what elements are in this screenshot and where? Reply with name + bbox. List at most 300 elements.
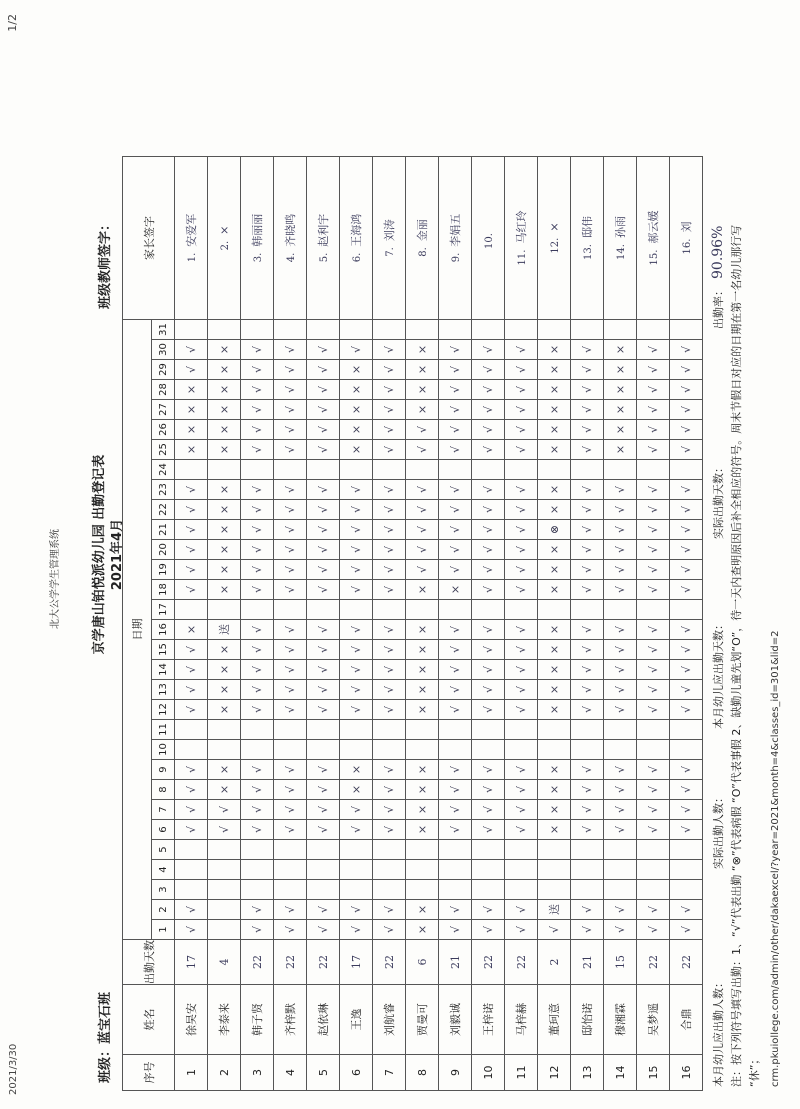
attendance-mark: √	[274, 480, 307, 500]
day-header: 27	[152, 400, 175, 420]
attendance-mark	[472, 840, 505, 860]
attendance-mark	[472, 320, 505, 340]
attendance-mark: ×	[208, 480, 241, 500]
attendance-mark: √	[670, 400, 703, 420]
parent-signature	[406, 157, 439, 320]
parent-signature	[241, 157, 274, 320]
attendance-mark: √	[175, 500, 208, 520]
attendance-mark	[340, 880, 373, 900]
attendance-mark	[439, 860, 472, 880]
attendance-mark: √	[604, 520, 637, 540]
attendance-mark	[340, 860, 373, 880]
attendance-mark: √	[604, 700, 637, 720]
day-header: 23	[152, 480, 175, 500]
parent-signature	[604, 157, 637, 320]
attendance-mark: √	[604, 780, 637, 800]
row-seq: 13	[571, 1055, 604, 1091]
attendance-mark	[373, 880, 406, 900]
attendance-mark	[604, 600, 637, 620]
header-sign: 家长签字	[123, 157, 175, 320]
attendance-mark: √	[505, 480, 538, 500]
row-name: 邸怡诺	[571, 985, 604, 1055]
attendance-mark: √	[637, 800, 670, 820]
attendance-mark: √	[241, 820, 274, 840]
attendance-mark: √	[571, 500, 604, 520]
attendance-mark: √	[637, 680, 670, 700]
attendance-mark: √	[472, 500, 505, 520]
attendance-mark: √	[373, 360, 406, 380]
attendance-mark: ×	[175, 400, 208, 420]
attendance-mark: √	[241, 580, 274, 600]
row-seq: 1	[175, 1055, 208, 1091]
attendance-mark: ×	[406, 680, 439, 700]
attendance-mark	[241, 720, 274, 740]
row-name: 董珂意	[538, 985, 571, 1055]
attendance-mark: √	[340, 520, 373, 540]
attendance-mark: ⊗	[538, 520, 571, 540]
attendance-mark: √	[472, 340, 505, 360]
table-row	[538, 157, 571, 1091]
attendance-mark	[208, 740, 241, 760]
attendance-mark: √	[439, 420, 472, 440]
attendance-mark	[472, 720, 505, 740]
attendance-mark	[670, 720, 703, 740]
attendance-mark: √	[571, 480, 604, 500]
attendance-mark	[175, 840, 208, 860]
attendance-mark: √	[307, 900, 340, 920]
legend-note-cont: “休”；	[748, 1053, 761, 1087]
attendance-mark: √	[472, 380, 505, 400]
day-header: 22	[152, 500, 175, 520]
day-header: 21	[152, 520, 175, 540]
attendance-mark: √	[472, 560, 505, 580]
attendance-mark: √	[670, 800, 703, 820]
attendance-mark	[340, 840, 373, 860]
parent-signature	[175, 157, 208, 320]
attendance-mark: √	[505, 440, 538, 460]
attendance-mark: √	[472, 480, 505, 500]
attendance-mark: √	[208, 800, 241, 820]
attendance-mark: √	[472, 400, 505, 420]
attendance-mark: √	[637, 340, 670, 360]
attendance-mark	[571, 600, 604, 620]
attendance-mark: √	[538, 920, 571, 940]
attendance-mark: √	[604, 900, 637, 920]
attendance-mark: √	[670, 900, 703, 920]
attendance-mark: √	[340, 660, 373, 680]
actual-days-label: 实际出勤天数：	[712, 462, 725, 539]
attendance-mark: √	[406, 440, 439, 460]
attendance-mark: √	[307, 620, 340, 640]
day-header: 2	[152, 900, 175, 920]
signature-index: 11.	[517, 249, 528, 266]
attendance-mark: √	[175, 800, 208, 820]
attendance-mark: √	[571, 580, 604, 600]
day-header: 8	[152, 780, 175, 800]
attendance-mark	[472, 460, 505, 480]
attendance-mark: √	[307, 660, 340, 680]
day-header: 1	[152, 920, 175, 940]
attendance-mark: √	[505, 360, 538, 380]
attendance-mark: √	[637, 560, 670, 580]
attendance-mark: ×	[538, 340, 571, 360]
attendance-mark: √	[505, 920, 538, 940]
attendance-mark: √	[274, 660, 307, 680]
attendance-mark: √	[175, 360, 208, 380]
attendance-mark: √	[571, 760, 604, 780]
attendance-mark	[571, 460, 604, 480]
teacher-sign-label: 班级教师签字：	[98, 217, 113, 309]
attendance-mark: √	[307, 800, 340, 820]
attendance-mark	[604, 740, 637, 760]
signature-text: 金丽	[416, 219, 429, 242]
attendance-mark: √	[604, 800, 637, 820]
attendance-mark: √	[373, 920, 406, 940]
row-name: 王逸	[340, 985, 373, 1055]
attendance-mark	[307, 860, 340, 880]
day-header: 12	[152, 700, 175, 720]
row-total: 22	[274, 940, 307, 985]
attendance-mark: √	[670, 820, 703, 840]
attendance-mark: √	[274, 520, 307, 540]
attendance-mark: √	[439, 340, 472, 360]
attendance-mark: √	[637, 520, 670, 540]
day-header: 13	[152, 680, 175, 700]
attendance-mark	[406, 460, 439, 480]
table-row	[340, 157, 373, 1091]
attendance-mark: √	[340, 640, 373, 660]
attendance-mark: √	[637, 540, 670, 560]
expected-days-label: 本月幼儿应出勤天数：	[712, 619, 725, 729]
day-header: 15	[152, 640, 175, 660]
attendance-mark	[307, 720, 340, 740]
day-header: 28	[152, 380, 175, 400]
attendance-mark: √	[373, 620, 406, 640]
attendance-mark: √	[571, 380, 604, 400]
attendance-mark: √	[307, 760, 340, 780]
attendance-mark: √	[472, 760, 505, 780]
attendance-mark: √	[604, 820, 637, 840]
attendance-mark: √	[307, 680, 340, 700]
row-name: 齐梓默	[274, 985, 307, 1055]
attendance-mark: ×	[340, 400, 373, 420]
signature-text: 韩丽丽	[251, 213, 264, 247]
attendance-mark: √	[604, 500, 637, 520]
day-header: 16	[152, 620, 175, 640]
table-row	[241, 157, 274, 1091]
attendance-mark: √	[670, 660, 703, 680]
attendance-mark: 送	[538, 900, 571, 920]
attendance-mark: √	[373, 780, 406, 800]
attendance-mark: √	[208, 820, 241, 840]
attendance-mark	[373, 860, 406, 880]
attendance-mark	[406, 840, 439, 860]
attendance-mark: ×	[538, 420, 571, 440]
attendance-mark: ×	[604, 360, 637, 380]
attendance-mark	[637, 880, 670, 900]
attendance-mark: √	[505, 700, 538, 720]
actual-count-label: 实际出勤人数：	[712, 792, 725, 869]
attendance-mark: ×	[538, 620, 571, 640]
attendance-mark: √	[175, 680, 208, 700]
attendance-mark: √	[241, 480, 274, 500]
parent-signature	[538, 157, 571, 320]
attendance-mark: ×	[208, 520, 241, 540]
attendance-mark: √	[340, 500, 373, 520]
attendance-mark: √	[241, 340, 274, 360]
attendance-mark: √	[274, 540, 307, 560]
attendance-mark	[571, 320, 604, 340]
attendance-mark: ×	[175, 380, 208, 400]
attendance-mark	[241, 860, 274, 880]
attendance-mark	[637, 840, 670, 860]
attendance-mark	[307, 840, 340, 860]
attendance-mark: √	[340, 620, 373, 640]
expected-count-label: 本月幼儿应出勤人数：	[712, 977, 725, 1087]
attendance-mark: √	[406, 520, 439, 540]
parent-signature	[373, 157, 406, 320]
attendance-mark: √	[175, 560, 208, 580]
attendance-mark: √	[406, 500, 439, 520]
attendance-mark: √	[571, 540, 604, 560]
attendance-mark: √	[241, 540, 274, 560]
attendance-mark	[241, 320, 274, 340]
attendance-mark	[406, 880, 439, 900]
attendance-mark	[373, 840, 406, 860]
attendance-mark: √	[175, 520, 208, 540]
attendance-mark: √	[307, 640, 340, 660]
attendance-mark	[274, 860, 307, 880]
day-header: 10	[152, 740, 175, 760]
attendance-mark: √	[571, 560, 604, 580]
attendance-mark	[208, 600, 241, 620]
parent-signature	[307, 157, 340, 320]
row-total: 22	[505, 940, 538, 985]
table-row	[175, 157, 208, 1091]
attendance-mark: √	[505, 560, 538, 580]
attendance-mark: ×	[208, 640, 241, 660]
attendance-mark: √	[472, 920, 505, 940]
attendance-mark: ×	[208, 560, 241, 580]
parent-signature	[505, 157, 538, 320]
attendance-mark	[274, 720, 307, 740]
attendance-mark: ×	[604, 380, 637, 400]
signature-index: 5.	[319, 252, 330, 263]
attendance-mark: √	[373, 660, 406, 680]
signature-text: 郝云媛	[647, 210, 660, 244]
parent-signature	[340, 157, 373, 320]
attendance-mark	[670, 880, 703, 900]
attendance-mark: √	[274, 360, 307, 380]
row-seq: 15	[637, 1055, 670, 1091]
attendance-mark	[571, 720, 604, 740]
attendance-mark	[274, 840, 307, 860]
row-seq: 10	[472, 1055, 505, 1091]
attendance-mark: √	[373, 480, 406, 500]
attendance-mark: √	[307, 780, 340, 800]
rate-value: 90.96%	[710, 225, 726, 279]
attendance-mark: √	[241, 560, 274, 580]
signature-text: 李娟五	[449, 213, 462, 247]
attendance-mark	[208, 880, 241, 900]
row-name: 吴梦遥	[637, 985, 670, 1055]
row-name: 贾曼可	[406, 985, 439, 1055]
attendance-mark: √	[505, 420, 538, 440]
day-header: 26	[152, 420, 175, 440]
row-name: 赵依琳	[307, 985, 340, 1055]
attendance-mark	[241, 840, 274, 860]
row-total: 17	[340, 940, 373, 985]
attendance-mark: √	[307, 500, 340, 520]
attendance-mark: √	[439, 780, 472, 800]
attendance-mark	[505, 320, 538, 340]
attendance-mark: √	[406, 480, 439, 500]
attendance-mark	[538, 880, 571, 900]
attendance-mark	[571, 740, 604, 760]
row-total: 6	[406, 940, 439, 985]
attendance-mark: ×	[406, 780, 439, 800]
day-header: 18	[152, 580, 175, 600]
page-subtitle: 2021年4月	[110, 518, 125, 591]
attendance-mark: √	[373, 440, 406, 460]
attendance-mark	[175, 320, 208, 340]
attendance-mark: √	[274, 580, 307, 600]
day-header: 24	[152, 460, 175, 480]
attendance-mark: √	[604, 620, 637, 640]
attendance-mark: √	[472, 540, 505, 560]
row-name: 马梓赫	[505, 985, 538, 1055]
attendance-mark	[505, 720, 538, 740]
attendance-mark: √	[637, 820, 670, 840]
attendance-mark: √	[241, 420, 274, 440]
signature-index: 6.	[352, 252, 363, 263]
attendance-mark: ×	[538, 400, 571, 420]
day-header: 17	[152, 600, 175, 620]
attendance-mark: √	[307, 340, 340, 360]
attendance-mark: ×	[406, 920, 439, 940]
row-seq: 14	[604, 1055, 637, 1091]
attendance-mark: √	[571, 780, 604, 800]
attendance-mark: ×	[538, 640, 571, 660]
attendance-mark: √	[505, 800, 538, 820]
attendance-mark	[175, 720, 208, 740]
attendance-mark: √	[637, 700, 670, 720]
day-header: 20	[152, 540, 175, 560]
attendance-mark: ×	[406, 700, 439, 720]
attendance-mark	[175, 880, 208, 900]
attendance-mark: √	[439, 820, 472, 840]
attendance-mark: √	[439, 520, 472, 540]
attendance-mark: √	[340, 480, 373, 500]
class-label: 班级：蓝宝石班	[98, 991, 113, 1083]
row-name: 王梓诺	[472, 985, 505, 1055]
attendance-mark	[604, 840, 637, 860]
attendance-mark: ×	[208, 680, 241, 700]
attendance-mark: ×	[604, 340, 637, 360]
attendance-mark: √	[175, 640, 208, 660]
attendance-mark: √	[373, 680, 406, 700]
attendance-mark: √	[307, 520, 340, 540]
attendance-mark: ×	[538, 540, 571, 560]
attendance-mark	[406, 740, 439, 760]
attendance-mark	[406, 720, 439, 740]
table-row	[472, 157, 505, 1091]
attendance-mark: √	[505, 780, 538, 800]
attendance-mark: ×	[406, 360, 439, 380]
header-date: 日期	[123, 320, 152, 940]
attendance-mark	[406, 600, 439, 620]
row-total: 15	[604, 940, 637, 985]
attendance-mark	[274, 880, 307, 900]
attendance-mark	[637, 460, 670, 480]
attendance-mark: √	[241, 500, 274, 520]
parent-signature	[274, 157, 307, 320]
attendance-mark: √	[373, 540, 406, 560]
attendance-mark: √	[505, 640, 538, 660]
attendance-mark: √	[439, 660, 472, 680]
attendance-mark: √	[637, 900, 670, 920]
attendance-mark: √	[505, 520, 538, 540]
attendance-mark: ×	[208, 420, 241, 440]
row-name: 穆湘霖	[604, 985, 637, 1055]
attendance-mark	[571, 880, 604, 900]
attendance-mark: √	[472, 440, 505, 460]
attendance-mark: √	[373, 420, 406, 440]
attendance-mark: √	[175, 920, 208, 940]
attendance-mark: √	[340, 680, 373, 700]
day-header: 6	[152, 820, 175, 840]
attendance-mark: √	[571, 400, 604, 420]
attendance-mark: ×	[538, 660, 571, 680]
row-seq: 11	[505, 1055, 538, 1091]
attendance-mark: √	[373, 700, 406, 720]
attendance-mark: √	[505, 580, 538, 600]
attendance-mark: √	[241, 800, 274, 820]
attendance-mark: √	[472, 680, 505, 700]
attendance-mark: √	[670, 540, 703, 560]
attendance-mark: √	[439, 640, 472, 660]
row-total: 22	[307, 940, 340, 985]
attendance-mark: √	[373, 800, 406, 820]
attendance-mark	[175, 600, 208, 620]
attendance-mark: √	[637, 620, 670, 640]
attendance-mark	[538, 600, 571, 620]
attendance-mark: √	[637, 480, 670, 500]
attendance-mark: √	[340, 540, 373, 560]
table-row	[406, 157, 439, 1091]
signature-index: 1.	[187, 252, 198, 263]
attendance-mark: √	[571, 360, 604, 380]
attendance-mark: √	[571, 340, 604, 360]
attendance-mark: √	[472, 520, 505, 540]
attendance-mark: √	[274, 420, 307, 440]
attendance-mark: ×	[604, 420, 637, 440]
row-name: 徐昊安	[175, 985, 208, 1055]
page-title: 京学唐山铂悦派幼儿园 出勤登记表	[92, 454, 107, 655]
attendance-mark: ×	[538, 580, 571, 600]
attendance-mark: √	[373, 520, 406, 540]
row-seq: 12	[538, 1055, 571, 1091]
attendance-mark: √	[241, 360, 274, 380]
attendance-mark: √	[670, 700, 703, 720]
attendance-mark: √	[274, 920, 307, 940]
attendance-mark: ×	[406, 800, 439, 820]
attendance-mark: √	[439, 760, 472, 780]
row-name: 合鼎	[670, 985, 703, 1055]
attendance-mark: √	[637, 760, 670, 780]
attendance-mark	[637, 600, 670, 620]
attendance-mark: √	[637, 420, 670, 440]
